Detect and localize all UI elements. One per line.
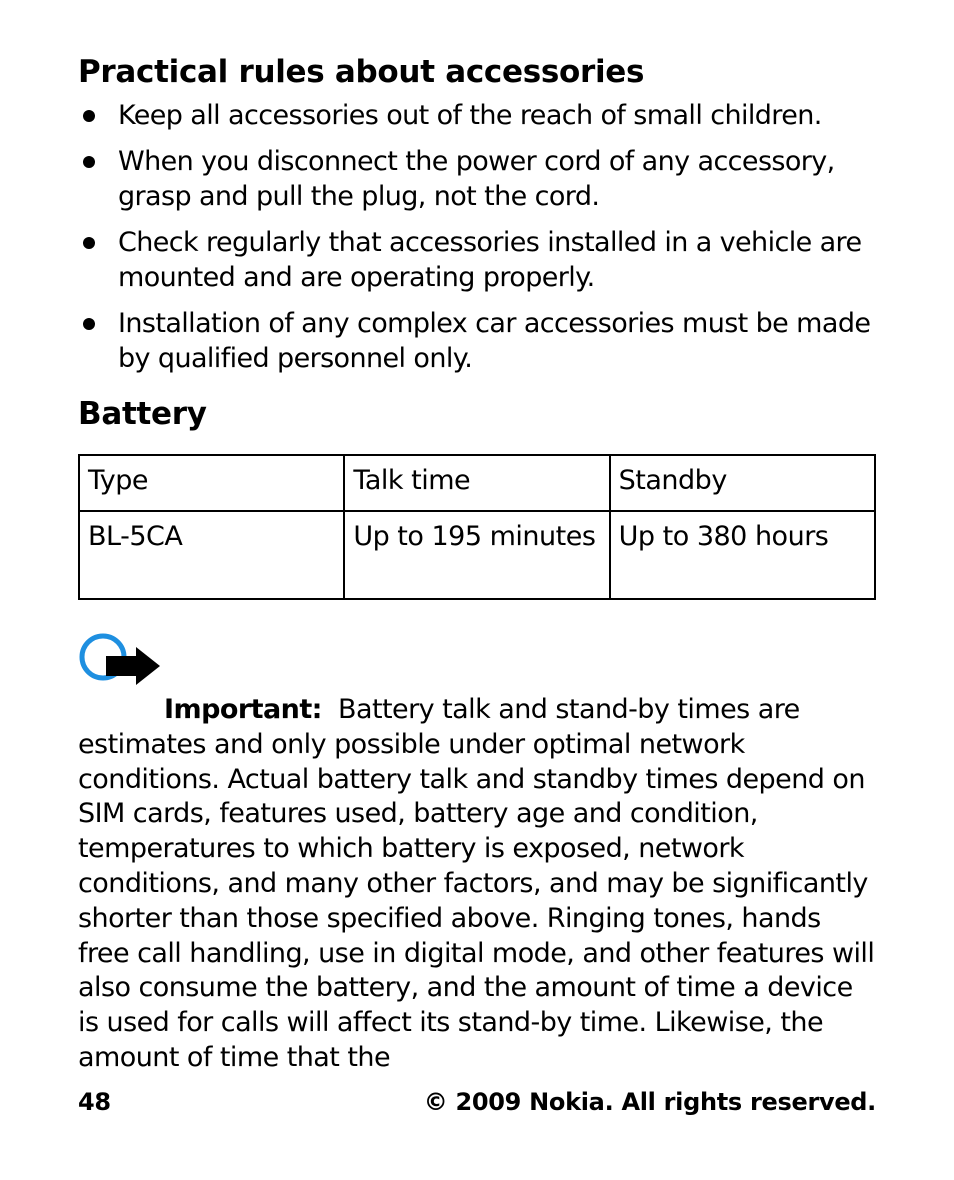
header-cell-talk-time: Talk time xyxy=(344,455,609,511)
list-item-text: Installation of any complex car accessories must be made by qualified personnel only. xyxy=(118,308,871,374)
document-page xyxy=(78,0,876,1180)
important-arrow-icon xyxy=(78,628,162,694)
bullet-icon xyxy=(83,318,95,330)
table-header-row xyxy=(79,455,875,511)
battery-table xyxy=(78,454,876,600)
important-label: Important: xyxy=(164,694,322,725)
bullet-icon xyxy=(83,110,95,122)
page-number: 48 xyxy=(78,1088,111,1116)
table-row xyxy=(79,511,875,599)
bullet-icon xyxy=(83,237,95,249)
accessories-rules-list xyxy=(78,98,876,387)
list-item xyxy=(78,225,876,295)
cell-type: BL-5CA xyxy=(79,511,344,599)
important-note-text xyxy=(78,693,876,1076)
list-item-text: When you disconnect the power cord of any accessory, grasp and pull the plug, not the cord. xyxy=(118,146,835,212)
important-body: Battery talk and stand-by times are estimates and only possible under optimal network conditions. Actual battery talk and standby times depend on SIM cards, features used, battery age and condition, temperatures to which battery is exposed, network conditions, and many other factors, and may be significantly shorter than those specified above. Ringing tones, hands free call handling, use in digital mode, and other features will also consume the battery, and the amount of time a device is used for calls will affect its stand-by time. Likewise, the amount of time that the xyxy=(78,694,875,1073)
header-cell-standby: Standby xyxy=(610,455,875,511)
list-item xyxy=(78,98,876,133)
header-cell-type: Type xyxy=(79,455,344,511)
accessories-heading: Practical rules about accessories xyxy=(78,54,645,90)
list-item-text: Keep all accessories out of the reach of small children. xyxy=(118,100,822,131)
list-item-text: Check regularly that accessories installed in a vehicle are mounted and are operating properly. xyxy=(118,227,862,293)
list-item xyxy=(78,306,876,376)
cell-standby: Up to 380 hours xyxy=(610,511,875,599)
bullet-icon xyxy=(83,156,95,168)
copyright-notice: © 2009 Nokia. All rights reserved. xyxy=(423,1088,876,1116)
list-item xyxy=(78,144,876,214)
cell-talk-time: Up to 195 minutes xyxy=(344,511,609,599)
battery-heading: Battery xyxy=(78,396,207,432)
